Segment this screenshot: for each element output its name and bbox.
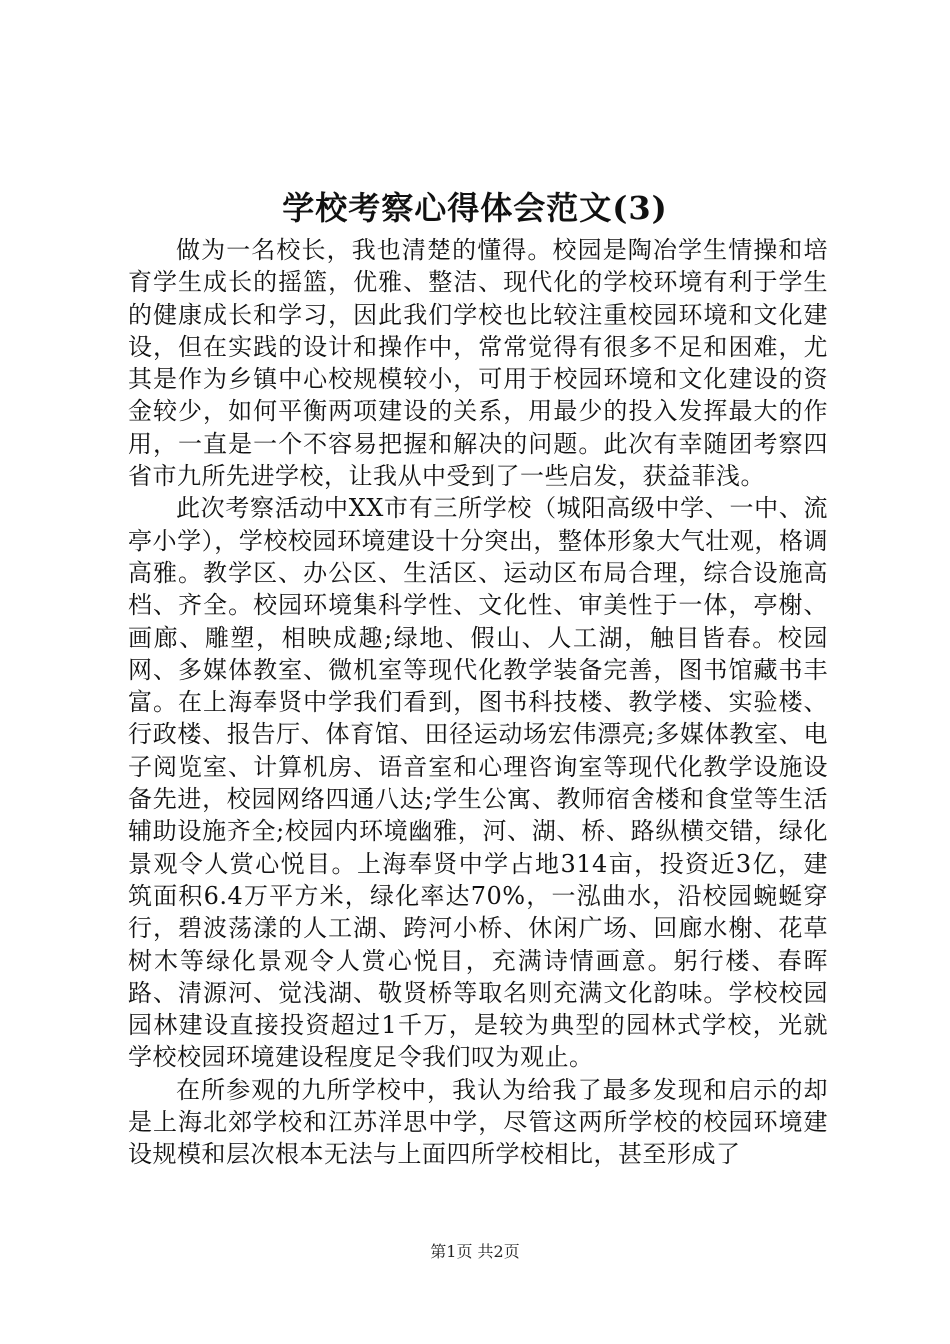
- paragraph: 在所参观的九所学校中，我认为给我了最多发现和启示的却是上海北郊学校和江苏洋思中学，尽管这两所学校的校园环境建设规模和层次根本无法与上面四所学校相比，甚至形成了: [128, 1075, 828, 1169]
- paragraph: 做为一名校长，我也清楚的懂得。校园是陶冶学生情操和培育学生成长的摇篮，优雅、整洁、现代化的学校环境有利于学生的健康成长和学习，因此我们学校也比较注重校园环境和文化建设，但在实践的设计和操作中，常常觉得有很多不足和困难，尤其是作为乡镇中心校规模较小，可用于校园环境和文化建设的资金较少，如何平衡两项建设的关系，用最少的投入发挥最大的作用，一直是一个不容易把握和解决的问题。此次有幸随团考察四省市九所先进学校，让我从中受到了一些启发，获益菲浅。: [128, 236, 828, 491]
- document-body: [128, 234, 828, 1171]
- document-title: 学校考察心得体会范文(3): [282, 189, 668, 227]
- paragraph: 此次考察活动中XX市有三所学校（城阳高级中学、一中、流亭小学），学校校园环境建设十分突出，整体形象大气壮观，格调高雅。教学区、办公区、生活区、运动区布局合理，综合设施高档、齐全。校园环境集科学性、文化性、审美性于一体，亭榭、画廊、雕塑，相映成趣;绿地、假山、人工湖，触目皆春。校园网、多媒体教室、微机室等现代化教学装备完善，图书馆藏书丰富。在上海奉贤中学我们看到，图书科技楼、教学楼、实验楼、行政楼、报告厅、体育馆、田径运动场宏伟漂亮;多媒体教室、电子阅览室、计算机房、语音室和心理咨询室等现代化教学设施设备先进，校园网络四通八达;学生公寓、教师宿舍楼和食堂等生活辅助设施齐全;校园内环境幽雅，河、湖、桥、路纵横交错，绿化景观令人赏心悦目。上海奉贤中学占地314亩，投资近3亿，建筑面积6.4万平方米，绿化率达70%，一泓曲水，沿校园蜿蜒穿行，碧波荡漾的人工湖、跨河小桥、休闲广场、回廊水榭、花草树木等绿化景观令人赏心悦目，充满诗情画意。躬行楼、春晖路、清源河、觉浅湖、敬贤桥等取名则充满文化韵味。学校校园园林建设直接投资超过1千万，是较为典型的园林式学校，光就学校校园环境建设程度足令我们叹为观止。: [128, 494, 828, 1072]
- page-footer: 第1页 共2页: [430, 1242, 520, 1261]
